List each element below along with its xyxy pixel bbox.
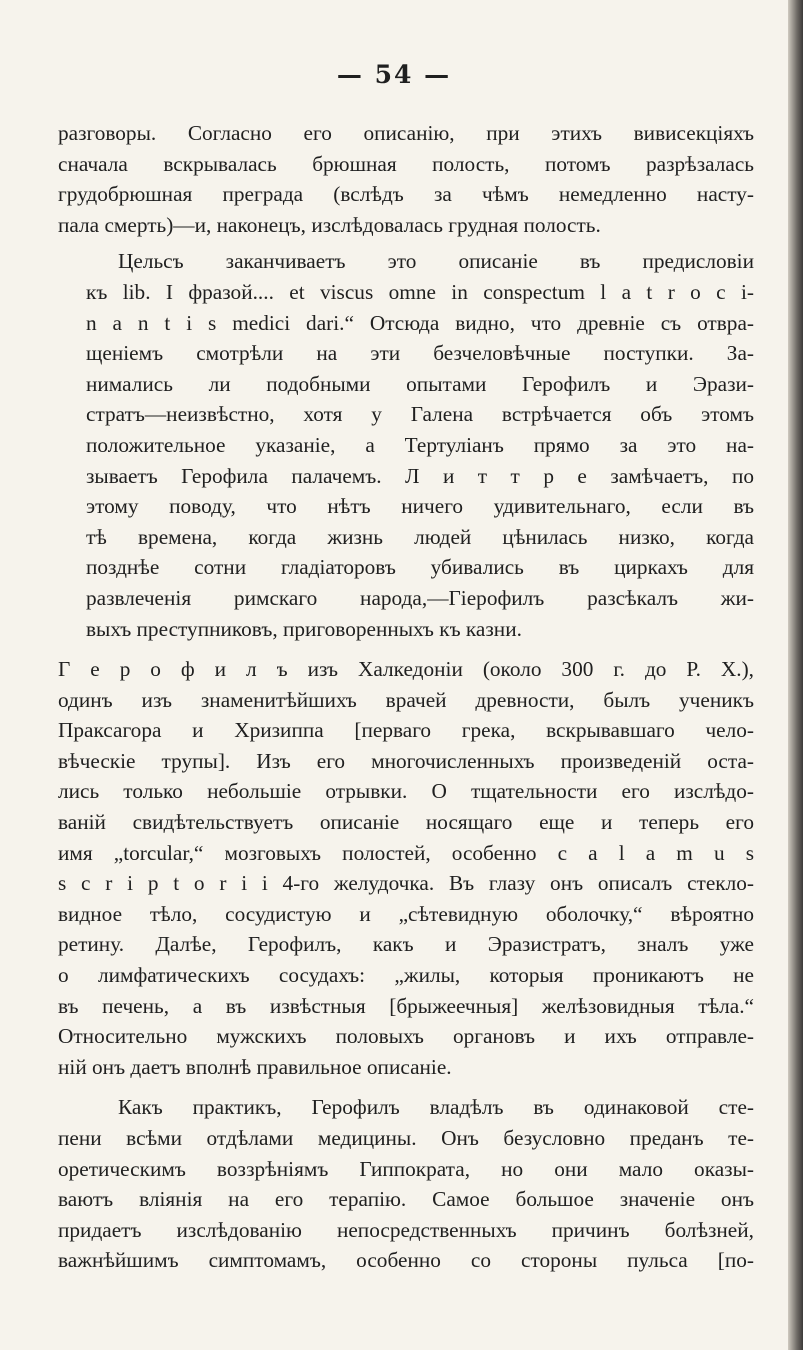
text-line: n a n t i s medici dari.“ Отсюда видно, что древніе съ отвра- — [86, 310, 754, 335]
text-line: щеніемъ смотрѣли на эти безчеловѣчные поступки. За- — [86, 341, 754, 366]
text-line: лись только небольшіе отрывки. О тщательности его изслѣдо- — [58, 779, 754, 804]
paragraph-1 — [58, 118, 754, 240]
paragraph-2 — [58, 246, 754, 644]
text-line: видное тѣло, сосудистую и „сѣтевидную оболочку,“ вѣроятно — [58, 901, 754, 926]
text-line: Относительно мужскихъ половыхъ органовъ и ихъ отправле- — [58, 1024, 754, 1049]
text-line: Праксагора и Хризиппа [перваго грека, вскрывавшаго чело- — [58, 718, 754, 743]
text-line: оретическимъ воззрѣніямъ Гиппократа, но они мало оказы- — [58, 1156, 754, 1181]
text-line: вѣческіе трупы]. Изъ его многочисленныхъ произведеній оста- — [58, 748, 754, 773]
text-line: ваютъ вліянія на его терапію. Самое большое значеніе онъ — [58, 1187, 754, 1212]
text-line: стратъ—неизвѣстно, хотя у Галена встрѣчается объ этомъ — [86, 402, 754, 427]
text-line: тѣ времена, когда жизнь людей цѣнилась низко, когда — [86, 524, 754, 549]
text-line: нимались ли подобными опытами Герофилъ и Эрази- — [86, 371, 754, 396]
text-line: одинъ изъ знаменитѣйшихъ врачей древности, былъ ученикъ — [58, 687, 754, 712]
page-number: — 54 — — [336, 60, 452, 89]
text-line: къ lib. I фразой.... et viscus omne in conspectum l a t r o c i- — [86, 279, 754, 304]
text-line: пала смерть)—и, наконецъ, изслѣдовалась грудная полость. — [58, 212, 601, 237]
text-line: развлеченія римскаго народа,—Гіерофилъ разсѣкалъ жи- — [86, 585, 754, 610]
paragraph-4 — [58, 1092, 754, 1276]
text-line: ній онъ даетъ вполнѣ правильное описаніе. — [58, 1054, 452, 1079]
text-line: Г е р о ф и л ъ изъ Халкедоніи (около 300 г. до Р. Х.), — [58, 657, 754, 682]
text-line: сначала вскрывалась брюшная полость, потомъ разрѣзалась — [58, 151, 754, 176]
text-line: пени всѣми отдѣлами медицины. Онъ безусловно преданъ те- — [58, 1126, 754, 1150]
text-line: разговоры. Согласно его описанію, при этихъ вивисекціяхъ — [58, 121, 754, 145]
text-line: зываетъ Герофила палачемъ. Л и т т р е замѣчаетъ, по — [86, 463, 754, 488]
text-line: грудобрюшная преграда (вслѣдъ за чѣмъ немедленно насту- — [58, 182, 754, 207]
text-line: придаетъ изслѣдованію непосредственныхъ причинъ болѣзней, — [58, 1217, 754, 1242]
text-line: выхъ преступниковъ, приговоренныхъ къ казни. — [86, 616, 522, 641]
text-line: позднѣе сотни гладіаторовъ убивались въ циркахъ для — [86, 555, 754, 580]
paragraph-3 — [58, 654, 754, 1082]
page-edge-shadow — [788, 0, 803, 1350]
text-line: важнѣйшимъ симптомамъ, особенно со стороны пульса [по- — [58, 1248, 754, 1273]
text-line: въ печень, а въ извѣстныя [брыжеечныя] желѣзовидныя тѣла.“ — [58, 993, 754, 1018]
text-line: этому поводу, что нѣтъ ничего удивительнаго, если въ — [86, 494, 754, 519]
body-text — [58, 118, 754, 1276]
text-line: ваній свидѣтельствуетъ описаніе носящаго еще и теперь его — [58, 810, 754, 835]
text-line: s c r i p t o r i i 4-го желудочка. Въ глазу онъ описалъ стекло- — [58, 871, 754, 896]
text-line: положительное указаніе, а Тертуліанъ прямо за это на- — [86, 432, 754, 457]
text-line: ретину. Далѣе, Герофилъ, какъ и Эразистратъ, зналъ уже — [58, 932, 754, 957]
text-line: имя „torcular,“ мозговыхъ полостей, особенно c a l a m u s — [58, 840, 754, 865]
text-line: о лимфатическихъ сосудахъ: „жилы, которыя проникаютъ не — [58, 963, 754, 988]
text-line: Какъ практикъ, Герофилъ владѣлъ въ одинаковой сте- — [118, 1095, 754, 1120]
text-line: Цельсъ заканчиваетъ это описаніе въ предисловіи — [118, 249, 754, 274]
